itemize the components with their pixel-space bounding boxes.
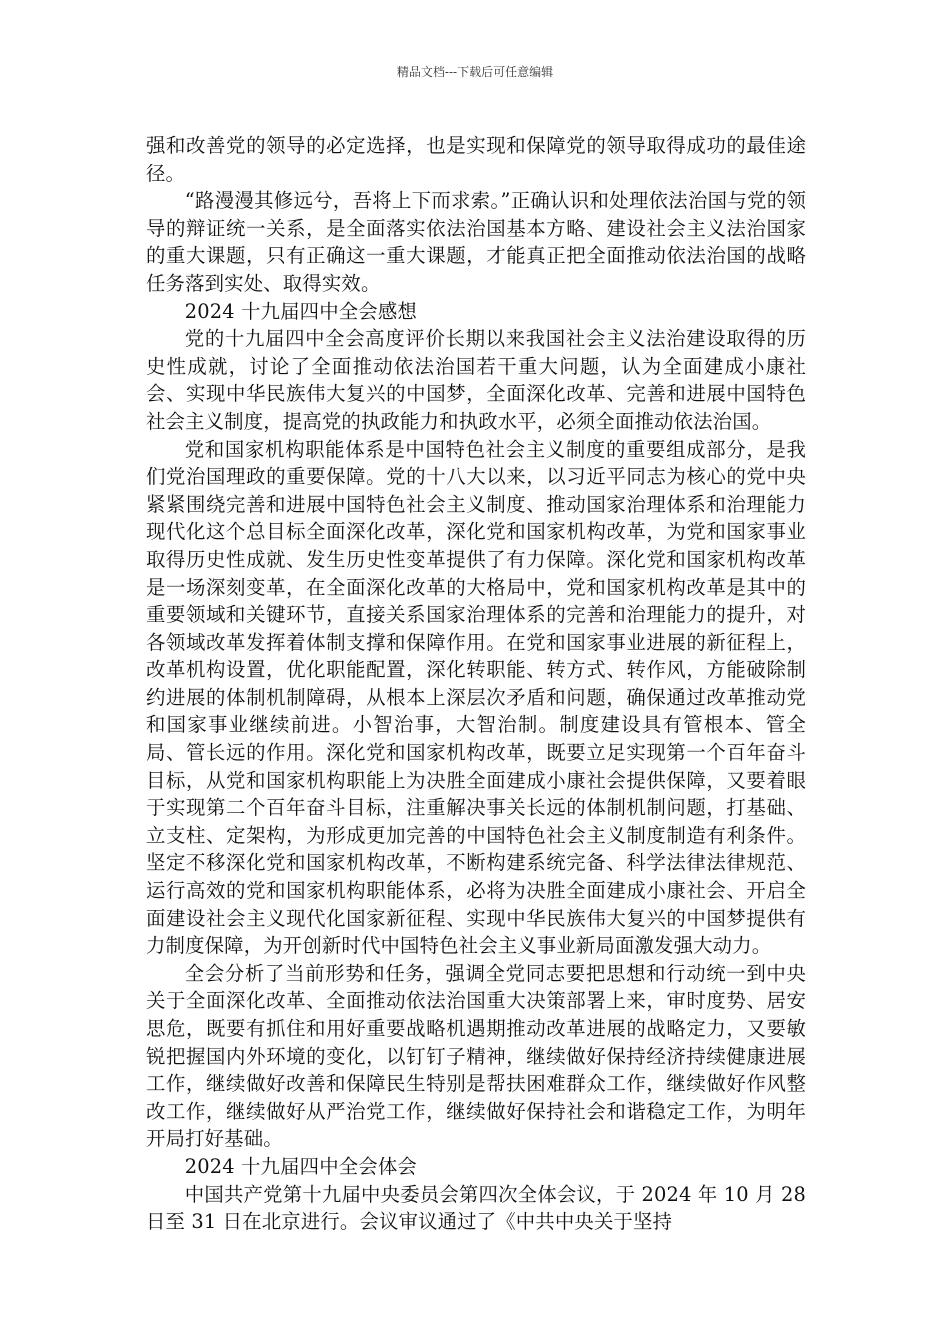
paragraph: 党和国家机构职能体系是中国特色社会主义制度的重要组成部分，是我们党治国理政的重要保障。党的十八大以来，以习近平同志为核心的党中央紧紧围绕完善和进展中国特色社会主义制度、推动国家治理体系和治理能力现代化这个总目标全面深化改革，深化党和国家机构改革，为党和国家事业取得历史性成就、发生历史性变革提供了有力保障。深化党和国家机构改革是一场深刻变革，在全面深化改革的大格局中，党和国家机构改革是其中的重要领域和关键环节，直接关系国家治理体系的完善和治理能力的提升，对各领域改革发挥着体制支撑和保障作用。在党和国家事业进展的新征程上，改革机构设置，优化职能配置，深化转职能、转方式、转作风，方能破除制约进展的体制机制障碍，从根本上深层次矛盾和问题，确保通过改革推动党和国家事业继续前进。小智治事，大智治制。制度建设具有管根本、管全局、管长远的作用。深化党和国家机构改革，既要立足实现第一个百年奋斗目标，从党和国家机构职能上为决胜全面建成小康社会提供保障，又要着眼于实现第二个百年奋斗目标，注重解决事关长远的体制机制问题，打基础、立支柱、定架构，为形成更加完善的中国特色社会主义制度制造有利条件。坚定不移深化党和国家机构改革，不断构建系统完备、科学法律法律规范、运行高效的党和国家机构职能体系，必将为决胜全面建成小康社会、开启全面建设社会主义现代化国家新征程、实现中华民族伟大复兴的中国梦提供有力制度保障，为开创新时代中国特色社会主义事业新局面激发强大动力。 [146,437,806,958]
document-body [146,132,806,1236]
page-header: 精品文档---下载后可任意编辑 [396,65,554,79]
paragraph: 中国共产党第十九届中央委员会第四次全体会议，于 2024 年 10 月 28 日至 31 日在北京进行。会议审议通过了《中共中央关于坚持 [146,1182,806,1234]
paragraph: 全会分析了当前形势和任务，强调全党同志要把思想和行动统一到中央关于全面深化改革、全面推动依法治国重大决策部署上来，审时度势、居安思危，既要有抓住和用好重要战略机遇期推动改革进展的战略定力，又要敏锐把握国内外环境的变化，以钉钉子精神，继续做好保持经济持续健康进展工作，继续做好改善和保障民生特别是帮扶困难群众工作，继续做好作风整改工作，继续做好从严治党工作，继续做好保持社会和谐稳定工作，为明年开局打好基础。 [146,961,806,1151]
paragraph: 党的十九届四中全会高度评价长期以来我国社会主义法治建设取得的历史性成就，讨论了全面推动依法治国若干重大问题，认为全面建成小康社会、实现中华民族伟大复兴的中国梦，全面深化改革、完善和进展中国特色社会主义制度，提高党的执政能力和执政水平，必须全面推动依法治国。 [146,327,806,433]
paragraph: “路漫漫其修远兮，吾将上下而求索。”正确认识和处理依法治国与党的领导的辩证统一关系，是全面落实依法治国基本方略、建设社会主义法治国家的重大课题，只有正确这一重大课题，才能真正把全面推动依法治国的战略任务落到实处、取得实效。 [146,189,806,295]
section-heading: 2024 十九届四中全会感想 [184,299,417,323]
section-heading: 2024 十九届四中全会体会 [184,1154,417,1178]
paragraph: 强和改善党的领导的必定选择，也是实现和保障党的领导取得成功的最佳途径。 [146,134,806,185]
